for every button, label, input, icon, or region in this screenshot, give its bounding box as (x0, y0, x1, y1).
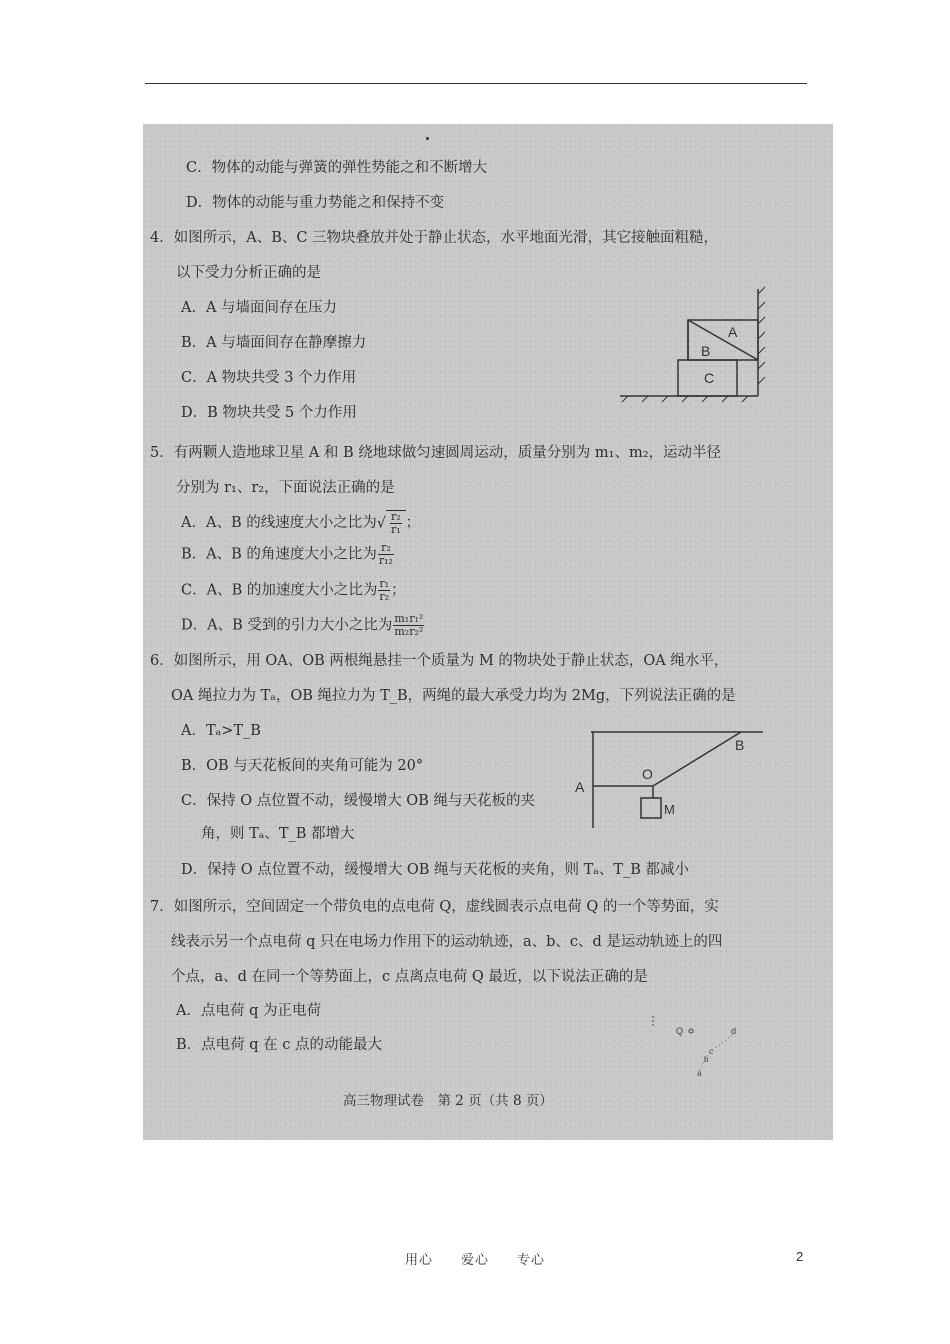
q4-label-c: C (704, 370, 715, 386)
q7-option-a: A．点电荷 q 为正电荷 (176, 1003, 321, 1019)
q5-option-a-text: A．A、B 的线速度大小之比为 (181, 515, 377, 531)
q5-a-punct: ； (405, 515, 421, 531)
q4-option-b: B．A 与墙面间存在静摩擦力 (181, 335, 367, 351)
q7-stem-line3: 个点，a、d 在同一个等势面上，c 点离点电荷 Q 最近，以下说法正确的是 (171, 969, 648, 985)
q7-label-q: Q (676, 1026, 684, 1036)
q7-option-b: B．点电荷 q 在 c 点的动能最大 (176, 1037, 382, 1053)
q7-stem-line2: 线表示另一个点电荷 q 只在电场力作用下的运动轨迹，a、b、c、d 是运动轨迹上的四 (171, 934, 723, 950)
q6-option-a: A．Tₐ>T_B (181, 723, 261, 739)
q5-a-numerator: r₂ (390, 510, 401, 523)
header-rule (145, 83, 807, 84)
q6-option-c-line2: 角，则 Tₐ、T_B 都增大 (201, 826, 355, 842)
q5-option-c-text: C．A、B 的加速度大小之比为 (181, 582, 378, 599)
q7-stem-line1: 7．如图所示，空间固定一个带负电的点电荷 Q，虚线圆表示点电荷 Q 的一个等势面，实 (150, 899, 719, 915)
q7-charge-figure (643, 1004, 753, 1084)
scan-speck (426, 137, 429, 140)
q4-blocks-figure (618, 284, 768, 404)
q5-c-punct: ； (391, 582, 406, 599)
q4-label-b: B (701, 343, 711, 359)
q6-label-o: O (642, 766, 653, 782)
q6-stem-line2: OA 绳拉力为 Tₐ，OB 绳拉力为 T_B，两绳的最大承受力均为 2Mg，下列说法正确的是 (171, 688, 736, 704)
q5-stem-line2: 分别为 r₁、r₂，下面说法正确的是 (176, 480, 395, 496)
q7-label-a: a (697, 1069, 702, 1078)
q5-option-c (181, 578, 406, 603)
q5-option-d (181, 613, 425, 638)
q6-label-b: B (735, 737, 745, 753)
q5-c-denominator: r₂ (379, 590, 390, 603)
page-footer-motto: 用心 爱心 专心 (404, 1253, 545, 1268)
q7-label-b: b (704, 1055, 709, 1064)
q6-option-d: D．保持 O 点位置不动，缓慢增大 OB 绳与天花板的夹角，则 Tₐ、T_B 都减小 (181, 862, 690, 878)
q4-label-a: A (728, 324, 738, 340)
q6-option-c-line1: C．保持 O 点位置不动，缓慢增大 OB 绳与天花板的夹 (181, 793, 535, 809)
sqrt-expression: √ $\frac{\text{r₂}}{\text{r₁}}$ (377, 510, 406, 536)
scanned-exam-page (143, 124, 833, 1140)
q5-b-denominator: r₁₂ (378, 554, 393, 567)
q7-label-c: c (709, 1047, 713, 1056)
q6-label-m: M (664, 802, 675, 817)
q4-option-a: A．A 与墙面间存在压力 (181, 300, 338, 316)
q4-stem-line1: 4．如图所示，A、B、C 三物块叠放并处于静止状态，水平地面光滑，其它接触面粗糙， (150, 230, 719, 246)
q4-stem-line2: 以下受力分析正确的是 (176, 265, 321, 281)
page-number: 2 (796, 1249, 804, 1264)
q5-a-denominator: r₁ (390, 523, 401, 536)
q3-option-c: C．物体的动能与弹簧的弹性势能之和不断增大 (186, 160, 488, 176)
q6-stem-line1: 6．如图所示，用 OA、OB 两根绳悬挂一个质量为 M 的物块处于静止状态，OA 绳水平， (150, 653, 729, 669)
q4-option-c: C．A 物块共受 3 个力作用 (181, 370, 357, 386)
q4-option-d: D．B 物块共受 5 个力作用 (181, 405, 357, 421)
q3-option-d: D．物体的动能与重力势能之和保持不变 (186, 195, 445, 211)
q5-option-b (181, 542, 395, 567)
q5-stem-line1: 5．有两颗人造地球卫星 A 和 B 绕地球做匀速圆周运动，质量分别为 m₁、m₂，运动半径 (150, 445, 722, 461)
q5-b-numerator: r₂ (378, 542, 394, 555)
q5-d-numerator: m₁r₁² (394, 612, 424, 625)
q5-d-denominator: m₂r₂² (394, 625, 424, 638)
q5-c-numerator: r₁ (379, 577, 390, 590)
exam-page-footer: 高三物理试卷 第 2 页（共 8 页） (343, 1093, 553, 1109)
q6-label-a: A (575, 779, 585, 795)
q5-option-b-text: B．A、B 的角速度大小之比为 (181, 546, 377, 563)
q5-option-d-text: D．A、B 受到的引力大小之比为 (181, 617, 393, 634)
q7-label-d: d (731, 1026, 737, 1036)
q6-rope-figure (571, 724, 771, 834)
q6-option-b: B．OB 与天花板间的夹角可能为 20° (181, 758, 424, 774)
q5-option-a (181, 510, 420, 536)
